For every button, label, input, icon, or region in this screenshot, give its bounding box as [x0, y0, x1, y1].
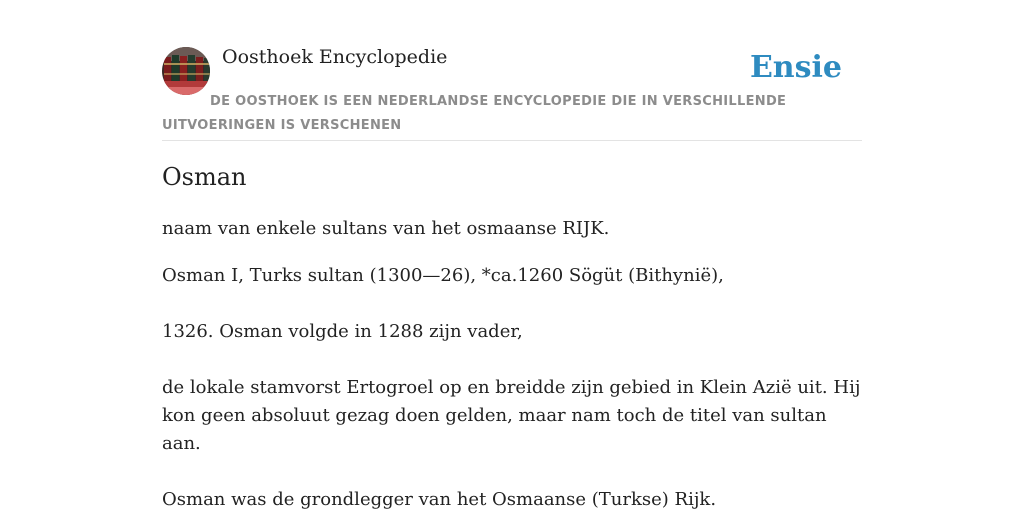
- article-paragraph: Osman was de grondlegger van het Osmaanse (Turkse) Rijk.: [162, 489, 717, 510]
- page: [162, 0, 862, 510]
- encyclopedia-books-icon[interactable]: [162, 47, 210, 95]
- article-paragraph: Osman I, Turks sultan (1300—26), *ca.1260 Sögüt (Bithynië),: [162, 265, 724, 286]
- article-paragraph: 1326. Osman volgde in 1288 zijn vader,: [162, 321, 523, 342]
- site-title[interactable]: Oosthoek Encyclopedie: [222, 46, 448, 68]
- article-body: [162, 215, 862, 512]
- site-tagline: DE OOSTHOEK IS EEN NEDERLANDSE ENCYCLOPEDIE DIE IN VERSCHILLENDE UITVOERINGEN IS VERSCHENEN: [162, 94, 787, 133]
- article-paragraph: naam van enkele sultans van het osmaanse RIJK.: [162, 218, 610, 239]
- article-paragraph: de lokale stamvorst Ertogroel op en breidde zijn gebied in Klein Azië uit. Hij kon geen absoluut gezag doen gelden, maar nam toch de titel van sultan aan.: [162, 377, 861, 454]
- ensie-logo-link[interactable]: Ensie: [749, 50, 842, 85]
- article-title: Osman: [162, 163, 247, 191]
- site-header: [162, 0, 862, 141]
